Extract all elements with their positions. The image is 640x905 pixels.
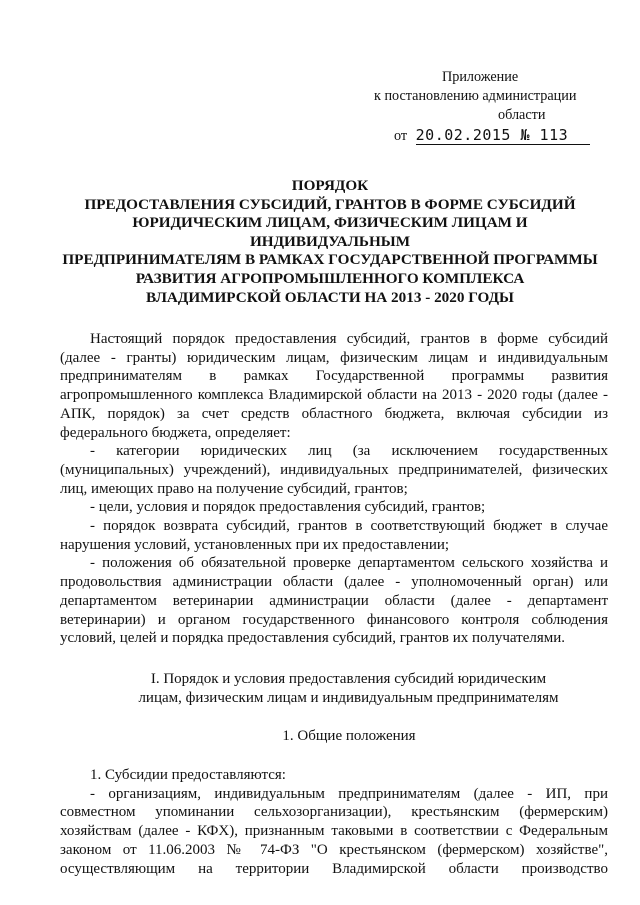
item-3-rest: нарушения условий, установленных при их предоставлении;: [60, 536, 450, 553]
section-line-1: I. Порядок и условия предоставления субсидий юридическим: [150, 670, 547, 687]
clause-heading: 1. Субсидии предоставляются:: [90, 767, 286, 784]
title-line-4: ИНДИВИДУАЛЬНЫМ: [249, 232, 411, 250]
title-line-6: РАЗВИТИЯ АГРОПРОМЫШЛЕННОГО КОМПЛЕКСА: [135, 269, 525, 287]
item-4-first: - положения об обязательной проверке департаментом сельского хозяйства и: [90, 555, 608, 572]
item-2: - цели, условия и порядок предоставления субсидий, грантов;: [90, 499, 486, 516]
date-number-stamp: 20.02.2015 № 113: [416, 126, 591, 145]
clause-first: - организациям, индивидуальным предпринимателям (далее - ИП, при: [90, 785, 608, 802]
title-line-5: ПРЕДПРИНИМАТЕЛЯМ В РАМКАХ ГОСУДАРСТВЕННОЙ ПРОГРАММЫ: [62, 251, 598, 269]
appendix-header: [360, 68, 600, 146]
intro-first-line: Настоящий порядок предоставления субсидий, грантов в форме субсидий: [90, 331, 608, 347]
title-line-2: ПРЕДОСТАВЛЕНИЯ СУБСИДИЙ, ГРАНТОВ В ФОРМЕ СУБСИДИЙ: [84, 195, 576, 213]
subsection-heading: 1. Общие положения: [282, 728, 416, 745]
item-1-rest: (муниципальных) учреждений), индивидуальных предпринимателей, физических лиц, имеющих право на получение субсидий, грантов;: [60, 461, 608, 497]
date-prefix: от: [394, 128, 408, 144]
title-line-7: ВЛАДИМИРСКОЙ ОБЛАСТИ НА 2013 - 2020 ГОДЫ: [146, 288, 514, 306]
intro-rest: (далее - гранты) юридическим лицам, физическим лицам и индивидуальным предпринимателям в рамках Государственной программы развития агропромышленного комплекса Владимирской области на 2013 - 2020 годы (далее - АПК, порядок) за счет средств областного бюджета, включая субсидии из федерального бюджета, определяет:: [60, 349, 608, 441]
section-line-2: лицам, физическим лицам и индивидуальным предпринимателям: [138, 689, 559, 706]
item-4-rest: продовольствия администрации области (далее - уполномоченный орган) или департаментом ветеринарии администрации области (далее - департамент ветеринарии) и органом государственного финансового контроля соблюдения условий, целей и порядка предоставления субсидий, грантов их получателями.: [60, 574, 608, 647]
section-heading: [89, 670, 608, 707]
appendix-date-line: [360, 126, 600, 146]
document-body: [60, 330, 608, 878]
clause-rest: совместном упоминании сельхозорганизации), крестьянским (фермерским) хозяйствам (далее - КФХ), признанным таковыми в соответствии с Федеральным законом от 11.06.2003 № 74-ФЗ "О крестьянском (фермерском) хозяйстве", осуществляющим на территории Владимирской области производство: [60, 804, 608, 877]
item-1-first: - категории юридических лиц (за исключением государственных: [90, 443, 608, 460]
title-line-1: ПОРЯДОК: [291, 177, 369, 194]
appendix-line-1: Приложение: [442, 69, 519, 85]
item-3-first: - порядок возврата субсидий, грантов в соответствующий бюджет в случае: [90, 518, 608, 535]
appendix-line-3: области: [498, 107, 546, 123]
appendix-line-2: к постановлению администрации: [374, 88, 577, 104]
title-line-3: ЮРИДИЧЕСКИМ ЛИЦАМ, ФИЗИЧЕСКИМ ЛИЦАМ И: [132, 214, 528, 232]
document-title: [50, 177, 610, 307]
